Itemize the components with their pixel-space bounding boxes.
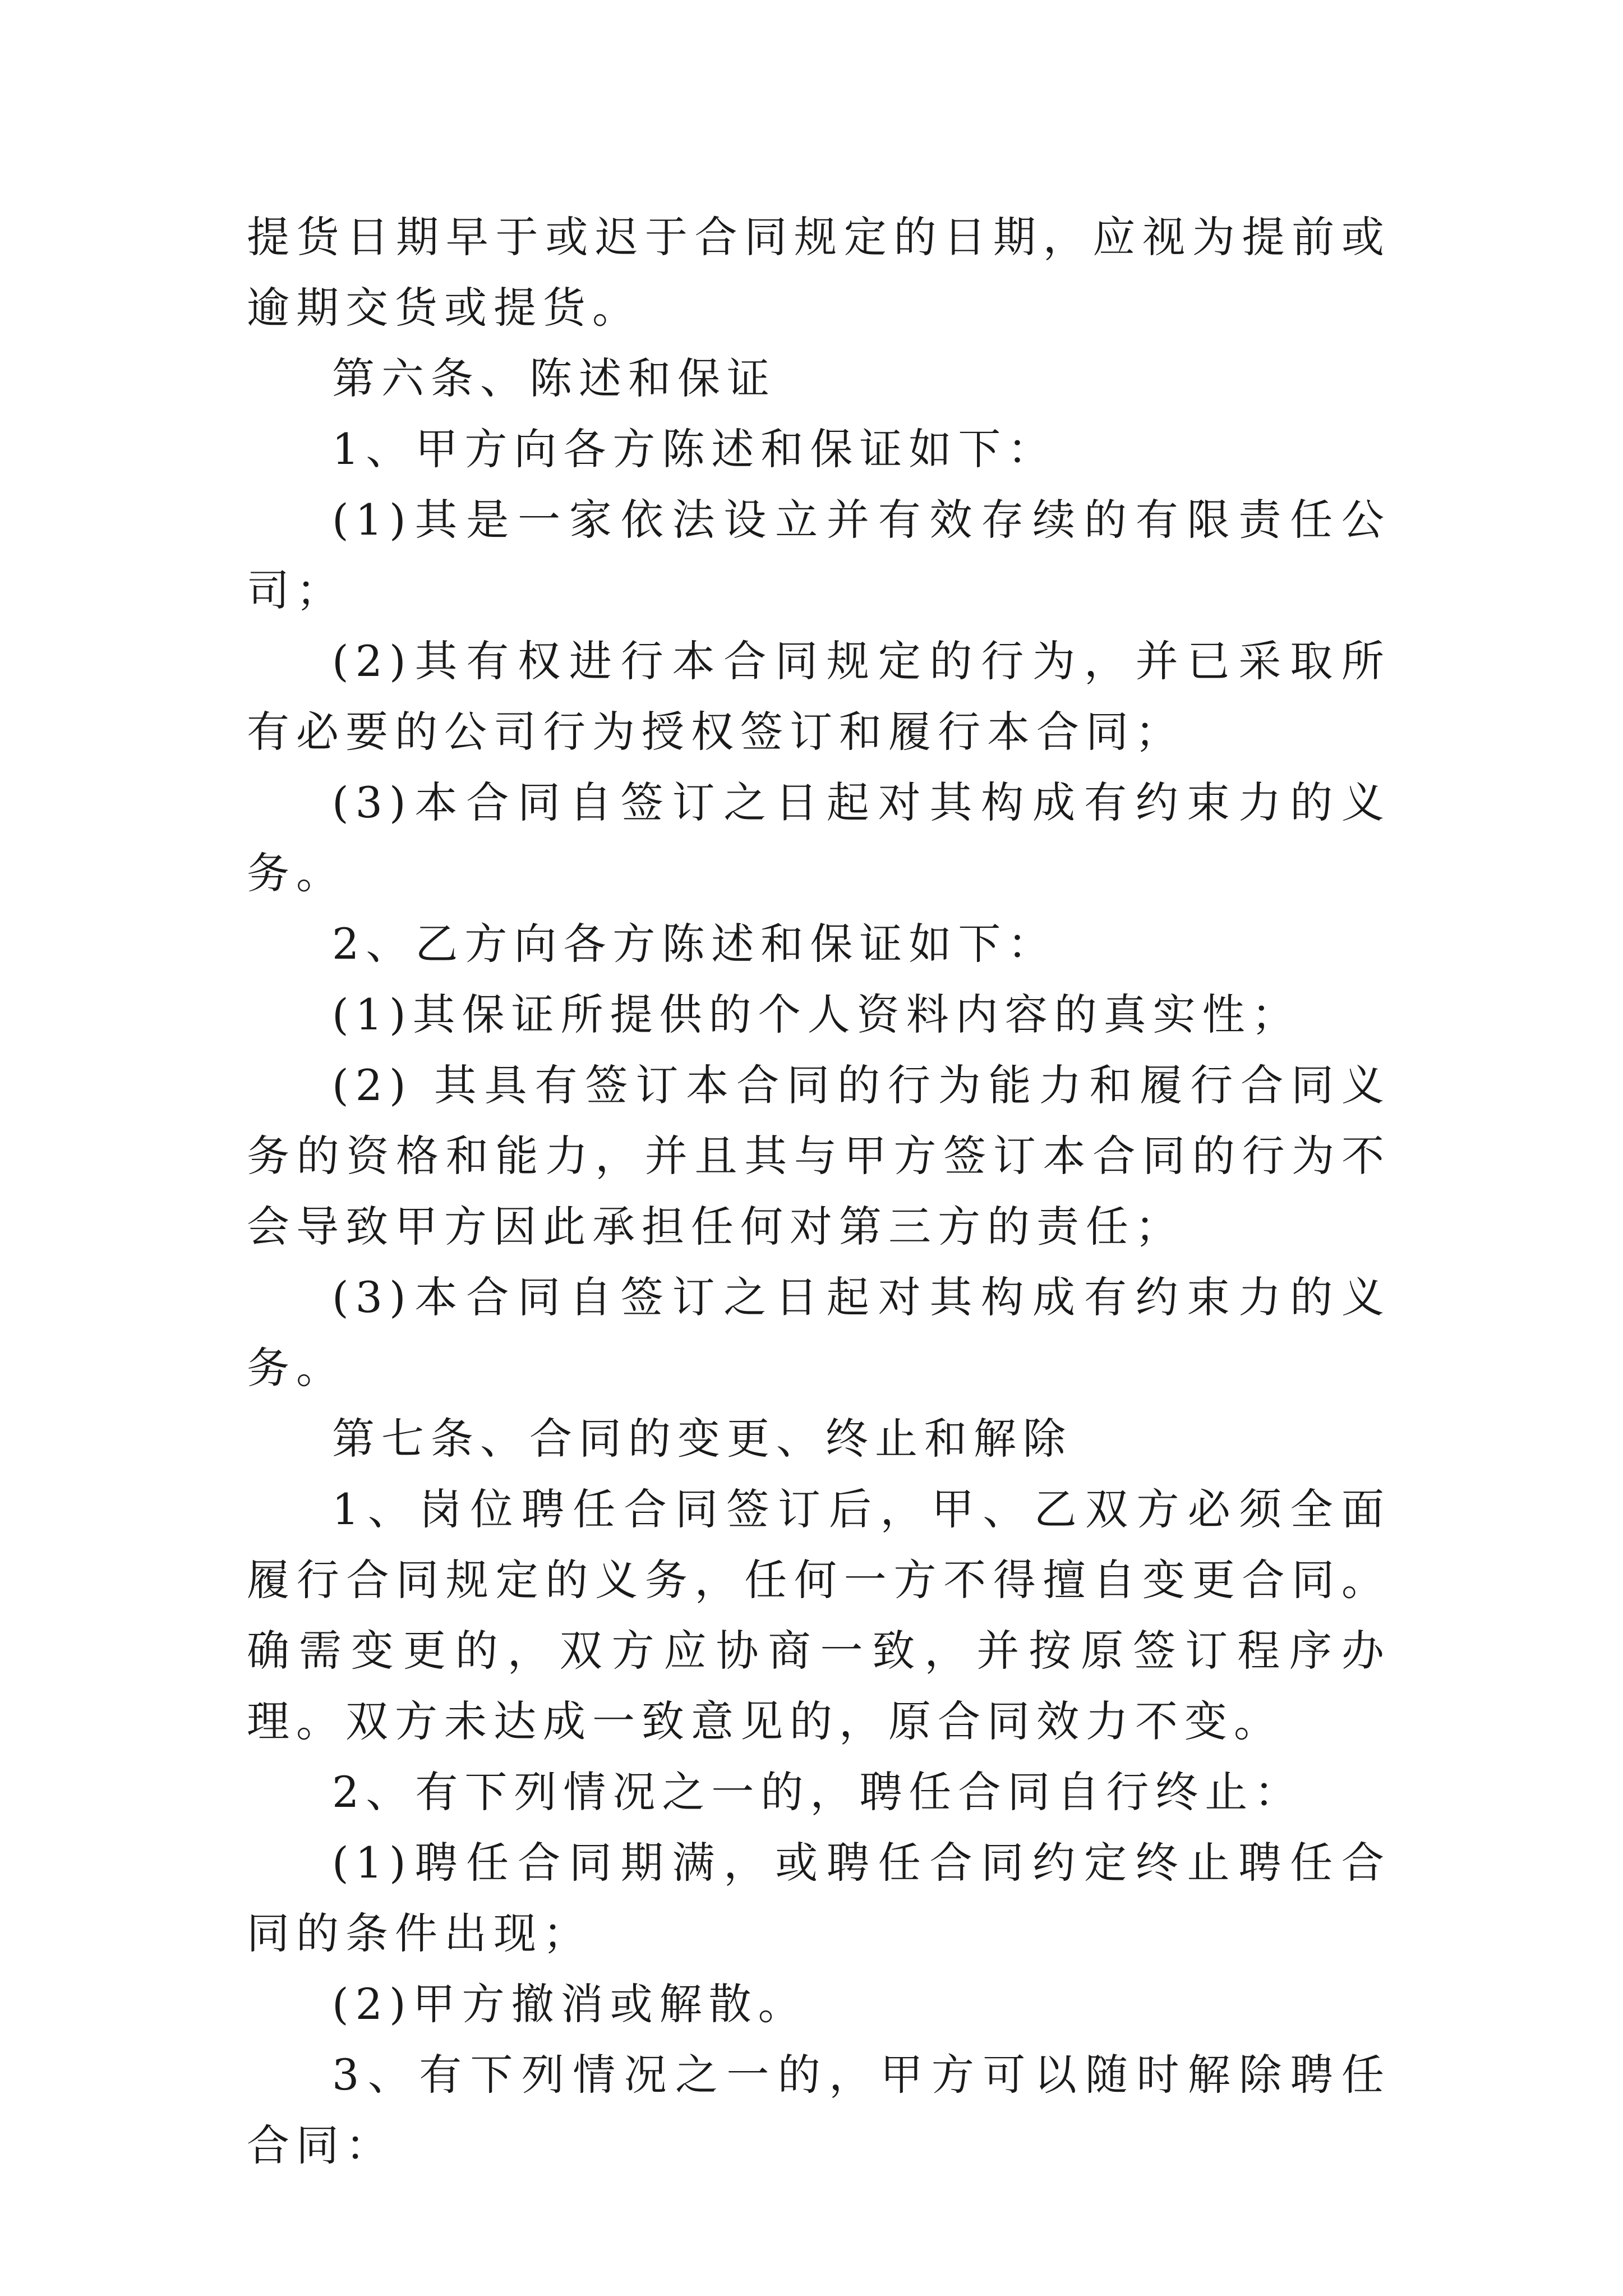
paragraph-2: 第六条、陈述和保证	[332, 353, 776, 403]
paragraph-8: (1)其保证所提供的个人资料内容的真实性；	[332, 990, 1301, 1039]
paragraph-1: 提货日期早于或迟于合同规定的日期，应视为提前或逾期交货或提货。	[247, 212, 1391, 333]
paragraph-11: 第七条、合同的变更、终止和解除	[332, 1414, 1072, 1464]
paragraph-4: (1)其是一家依法设立并有效存续的有限责任公司；	[247, 495, 1391, 615]
paragraph-9: (2) 其具有签订本合同的行为能力和履行合同义务的资格和能力，并且其与甲方签订本合同的行为不会导致甲方因此承担任何对第三方的责任；	[247, 1060, 1391, 1251]
contract-text	[247, 202, 1391, 2181]
paragraph-3: 1、甲方向各方陈述和保证如下：	[332, 424, 1057, 474]
paragraph-12: 1、岗位聘任合同签订后，甲、乙双方必须全面履行合同规定的义务，任何一方不得擅自变更合同。确需变更的，双方应协商一致，并按原签订程序办理。双方未达成一致意见的，原合同效力不变。	[247, 1484, 1391, 1746]
paragraph-7: 2、乙方向各方陈述和保证如下：	[332, 919, 1057, 969]
paragraph-6: (3)本合同自签订之日起对其构成有约束力的义务。	[247, 777, 1391, 898]
paragraph-16: 3、有下列情况之一的，甲方可以随时解除聘任合同：	[247, 2050, 1391, 2170]
paragraph-5: (2)其有权进行本合同规定的行为，并已采取所有必要的公司行为授权签订和履行本合同；	[247, 636, 1391, 757]
paragraph-14: (1)聘任合同期满，或聘任合同约定终止聘任合同的条件出现；	[247, 1838, 1391, 1958]
paragraph-13: 2、有下列情况之一的，聘任合同自行终止：	[332, 1767, 1304, 1817]
paragraph-10: (3)本合同自签订之日起对其构成有约束力的义务。	[247, 1272, 1391, 1393]
paragraph-15: (2)甲方撤消或解散。	[332, 1979, 808, 2029]
